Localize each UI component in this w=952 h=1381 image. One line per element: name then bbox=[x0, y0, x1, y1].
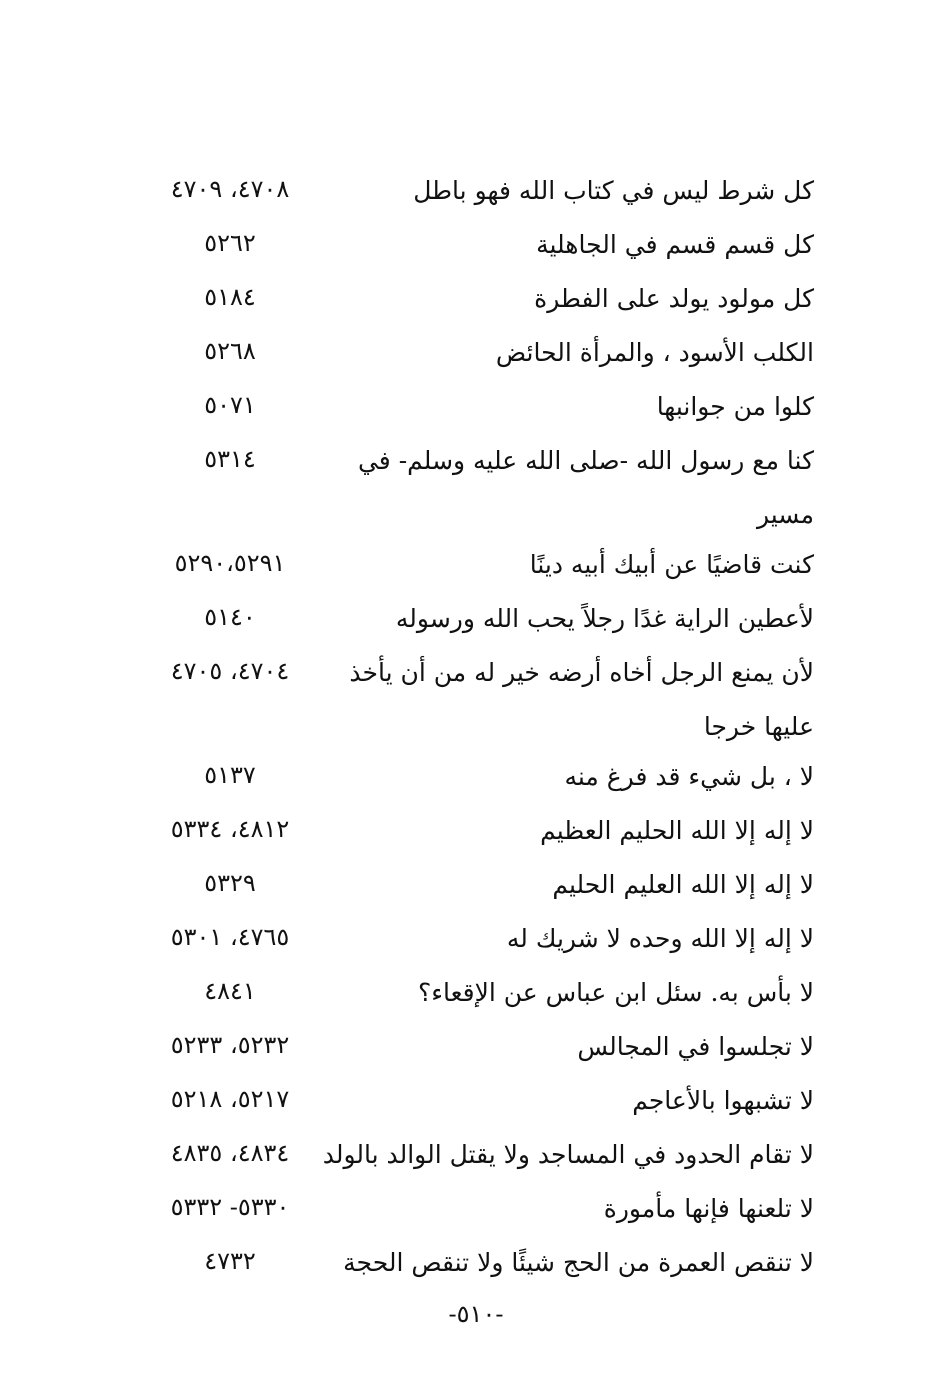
entry-row bbox=[120, 382, 820, 436]
entry-text: كل قسم قسم في الجاهلية bbox=[536, 230, 814, 259]
entry-row bbox=[120, 1022, 820, 1076]
entry-row bbox=[120, 594, 820, 648]
entry-row bbox=[120, 1076, 820, 1130]
entry-refs: ٥٢٦٨ bbox=[204, 337, 256, 365]
entry-refs: ٥٢٣٢، ٥٢٣٣ bbox=[170, 1031, 290, 1059]
entry-row bbox=[120, 968, 820, 1022]
entry-refs: ٤٧٣٢ bbox=[204, 1247, 256, 1275]
entry-text: كنا مع رسول الله -صلى الله عليه وسلم- في bbox=[357, 446, 814, 475]
entry-text: لا بأس به. سئل ابن عباس عن الإقعاء؟ bbox=[417, 978, 814, 1007]
entry-text: لأن يمنع الرجل أخاه أرضه خير له من أن يأخذ bbox=[349, 658, 814, 687]
entry-text: لا إله إلا الله وحده لا شريك له bbox=[506, 924, 814, 953]
entry-text: كل شرط ليس في كتاب الله فهو باطل bbox=[413, 176, 814, 205]
entry-refs: ٥٢٦٢ bbox=[204, 229, 256, 257]
entry-refs: ٤٨٤١ bbox=[204, 977, 256, 1005]
entry-row bbox=[120, 436, 820, 490]
entry-refs: ٥٢١٧، ٥٢١٨ bbox=[170, 1085, 290, 1113]
entry-row bbox=[120, 1184, 820, 1238]
entry-row bbox=[120, 540, 820, 594]
entry-refs: ٥٣٣٠- ٥٣٣٢ bbox=[170, 1193, 290, 1221]
entry-refs: ٥١٣٧ bbox=[204, 761, 256, 789]
entry-row bbox=[120, 166, 820, 220]
page-number: -٥١٠- bbox=[448, 1300, 504, 1328]
entry-refs: ٤٨١٢، ٥٣٣٤ bbox=[170, 815, 290, 843]
entry-refs: ٥٢٩٠،٥٢٩١ bbox=[174, 549, 286, 577]
entry-row bbox=[120, 328, 820, 382]
entries-list bbox=[120, 166, 820, 1292]
entry-text: لأعطين الراية غدًا رجلاً يحب الله ورسوله bbox=[395, 604, 814, 633]
entry-refs: ٤٧٦٥، ٥٣٠١ bbox=[170, 923, 290, 951]
entry-text: لا تجلسوا في المجالس bbox=[577, 1032, 814, 1061]
entry-text: لا تنقص العمرة من الحج شيئًا ولا تنقص الحجة bbox=[343, 1248, 814, 1277]
entry-row bbox=[120, 914, 820, 968]
entry-text-continuation: مسير bbox=[756, 500, 814, 529]
entry-text: لا إله إلا الله العليم الحليم bbox=[552, 870, 814, 899]
entry-row bbox=[120, 274, 820, 328]
entry-text: لا ، بل شيء قد فرغ منه bbox=[564, 762, 814, 791]
entry-text-continuation: عليها خرجا bbox=[703, 712, 814, 741]
entry-row bbox=[120, 806, 820, 860]
entry-text: كلوا من جوانبها bbox=[656, 392, 814, 421]
entry-text: لا تقام الحدود في المساجد ولا يقتل الوالد بالولد bbox=[322, 1140, 814, 1169]
entry-row bbox=[120, 1130, 820, 1184]
entry-row bbox=[120, 1238, 820, 1292]
entry-refs: ٤٨٣٤، ٤٨٣٥ bbox=[170, 1139, 290, 1167]
entry-text: لا تشبهوا بالأعاجم bbox=[632, 1086, 814, 1115]
entry-refs: ٥٠٧١ bbox=[204, 391, 256, 419]
entry-row bbox=[120, 860, 820, 914]
entry-refs: ٤٧٠٨، ٤٧٠٩ bbox=[170, 175, 290, 203]
entry-row bbox=[120, 220, 820, 274]
entry-row bbox=[120, 648, 820, 702]
entry-continuation-row bbox=[120, 490, 820, 540]
entry-refs: ٥١٨٤ bbox=[204, 283, 256, 311]
entry-continuation-row bbox=[120, 702, 820, 752]
entry-text: كنت قاضيًا عن أبيك أبيه دينًا bbox=[529, 550, 814, 579]
entry-refs: ٥١٤٠ bbox=[204, 603, 256, 631]
entry-text: كل مولود يولد على الفطرة bbox=[534, 284, 814, 313]
entry-text: لا تلعنها فإنها مأمورة bbox=[603, 1194, 814, 1223]
entry-refs: ٥٣١٤ bbox=[204, 445, 256, 473]
entry-refs: ٤٧٠٤، ٤٧٠٥ bbox=[170, 657, 290, 685]
entry-row bbox=[120, 752, 820, 806]
entry-refs: ٥٣٢٩ bbox=[204, 869, 256, 897]
entry-text: لا إله إلا الله الحليم العظيم bbox=[540, 816, 814, 845]
entry-text: الكلب الأسود ، والمرأة الحائض bbox=[495, 338, 814, 367]
